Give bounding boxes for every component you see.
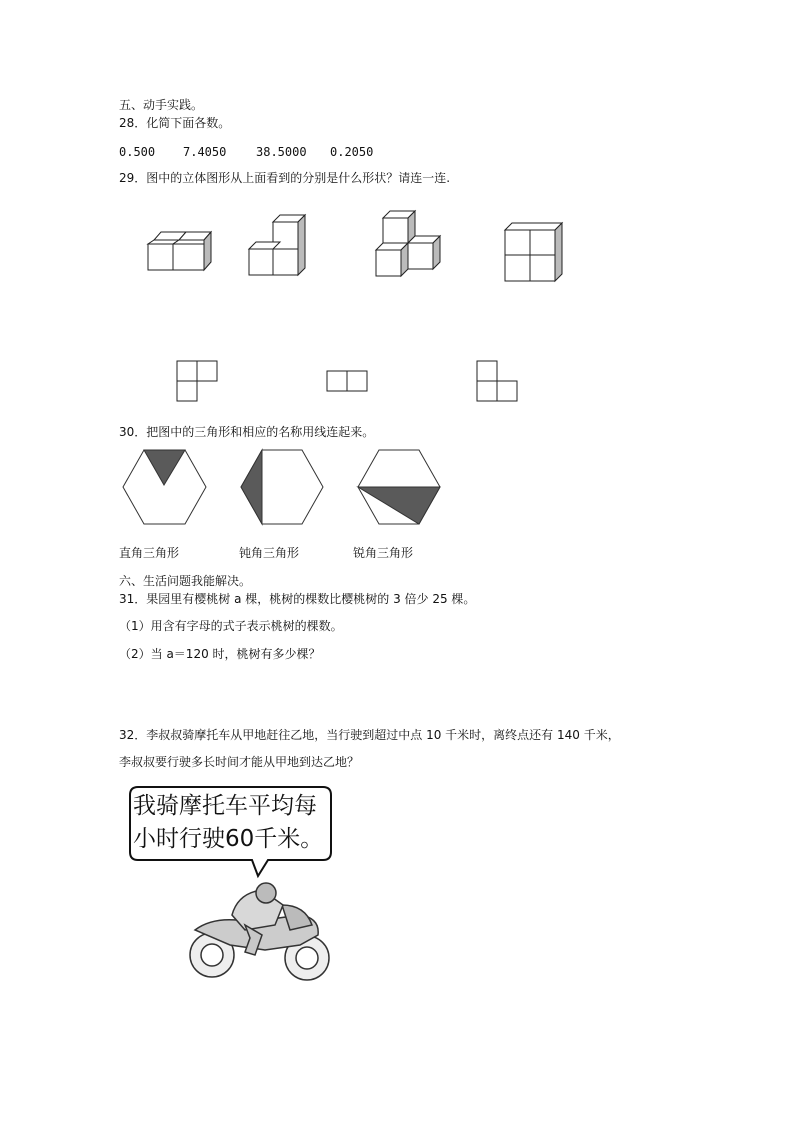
question-29-prompt: 29．图中的立体图形从上面看到的分别是什么形状？请连一连. <box>119 171 451 185</box>
question-28-prompt: 28．化简下面各数。 <box>119 116 231 130</box>
q28-number-4: 0.2050 <box>330 145 374 159</box>
q28-number-2: 7.4050 <box>183 145 227 159</box>
section-6-heading: 六、生活问题我能解决。 <box>119 574 252 588</box>
section-5-heading: 五、动手实践。 <box>119 98 204 112</box>
q30-name-right: 直角三角形 <box>119 546 180 560</box>
q28-number-3: 38.5000 <box>256 145 307 159</box>
question-32-line-1: 32．李叔叔骑摩托车从甲地赶往乙地，当行驶到超过中点 10 千米时，离终点还有 140 千米， <box>119 728 620 742</box>
q28-number-1: 0.500 <box>119 145 156 159</box>
question-31-part-2: （2）当 a＝120 时，桃树有多少棵？ <box>119 647 321 661</box>
question-30-prompt: 30．把图中的三角形和相应的名称用线连起来。 <box>119 425 375 439</box>
question-31-part-1: （1）用含有字母的式子表示桃树的棵数。 <box>119 619 343 633</box>
bubble-line-2: 小时行驶60千米。 <box>133 826 324 852</box>
bubble-line-1: 我骑摩托车平均每 <box>133 793 317 819</box>
q30-name-obtuse: 钝角三角形 <box>239 546 300 560</box>
question-32-line-2: 李叔叔要行驶多长时间才能从甲地到达乙地？ <box>119 755 360 769</box>
question-31-prompt: 31．果园里有樱桃树 a 棵，桃树的棵数比樱桃树的 3 倍少 25 棵。 <box>119 592 476 606</box>
q30-name-acute: 锐角三角形 <box>353 546 414 560</box>
